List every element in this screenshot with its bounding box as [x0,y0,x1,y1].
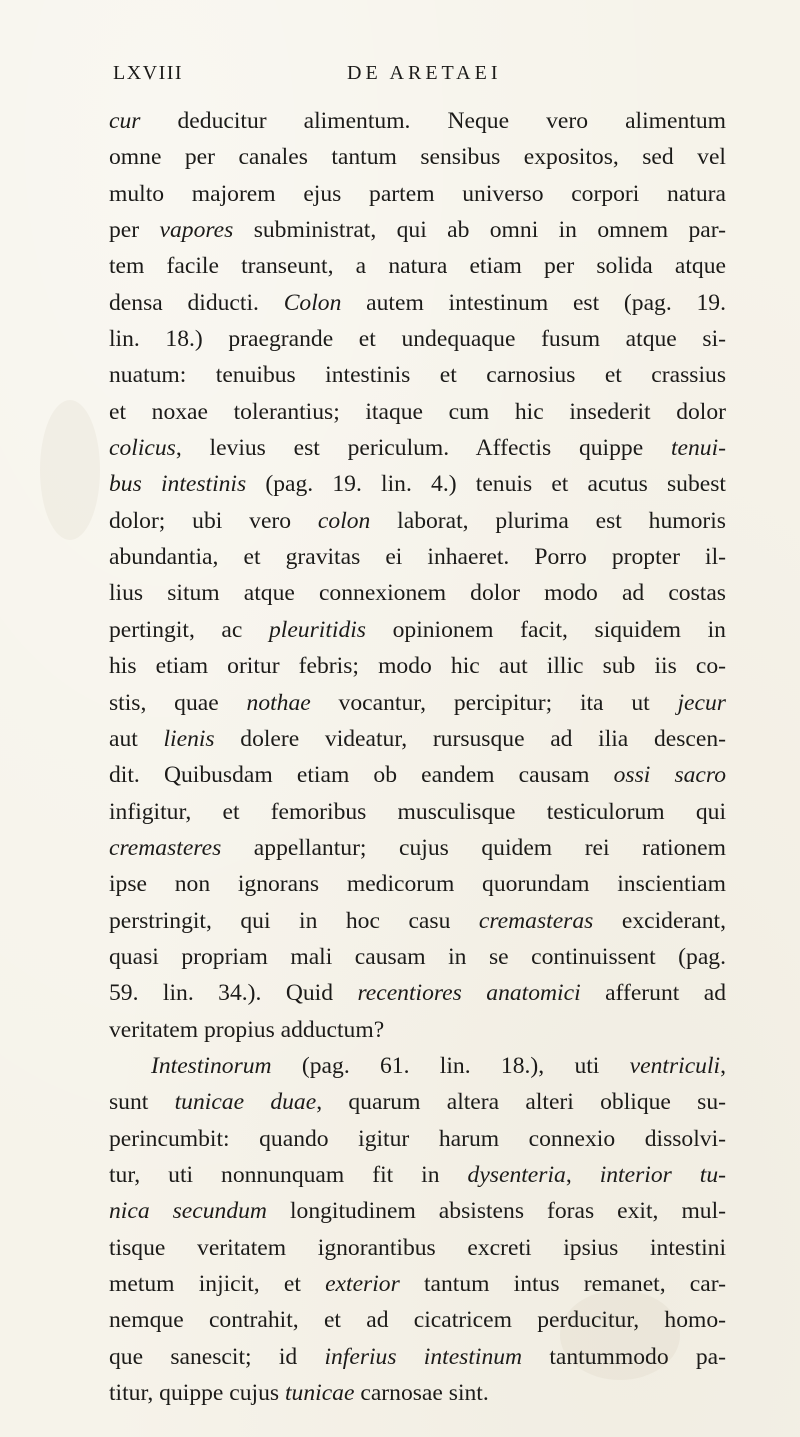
text-line: pertingit, ac pleuritidis opinionem facit, siquidem in [109,616,726,643]
text-line: cur deducitur alimentum. Neque vero alimentum [109,108,726,134]
text-line: nica secundum longitudinem absistens foras exit, mul- [109,1198,727,1225]
text-line: multo majorem ejus partem universo corpori natura [109,180,726,207]
text-line: infigitur, et femoribus musculisque testiculorum qui [109,798,726,825]
text-line: nemque contrahit, et ad cicatricem perducitur, homo- [109,1307,726,1334]
text-line: que sanescit; id inferius intestinum tantummodo pa- [109,1343,727,1370]
text-line: cremasteres appellantur; cujus quidem rei rationem [109,834,726,861]
text-line: per vapores subministrat, qui ab omni in omnem par- [109,217,726,244]
text-line: quasi propriam mali causam in se continuissent (pag. [109,943,726,970]
text-line: his etiam oritur febris; modo hic aut illic sub iis co- [109,653,726,680]
text-line: stis, quae nothae vocantur, percipitur; ita ut jecur [109,689,726,716]
page-number: LXVIII [113,62,184,84]
running-header [113,62,713,92]
text-line: abundantia, et gravitas ei inhaeret. Porro propter il- [109,544,726,571]
text-line: sunt tunicae duae, quarum altera alteri oblique su- [109,1089,726,1116]
text-line: densa diducti. Colon autem intestinum est (pag. 19. [109,289,726,316]
text-line: 59. lin. 34.). Quid recentiores anatomici afferunt ad [109,980,727,1007]
text-line: dolor; ubi vero colon laborat, plurima est humoris [109,507,726,534]
text-line: dit. Quibusdam etiam ob eandem causam ossi sacro [109,762,727,789]
text-line: titur, quippe cujus tunicae carnosae sint. [109,1380,489,1407]
text-line: tem facile transeunt, a natura etiam per solida atque [109,253,726,280]
text-line: veritatem propius adductum? [109,1016,385,1043]
text-line: lin. 18.) praegrande et undequaque fusum atque si- [109,326,726,353]
text-line: colicus, levius est periculum. Affectis quippe tenui- [109,435,726,462]
body-text [109,103,726,1411]
text-line: ipse non ignorans medicorum quorundam inscientiam [109,871,726,898]
text-line: tur, uti nonnunquam fit in dysenteria, interior tu- [109,1161,726,1188]
text-line: perincumbit: quando igitur harum connexio dissolvi- [109,1125,726,1152]
text-line: omne per canales tantum sensibus expositos, sed vel [109,144,726,171]
text-line: aut lienis dolere videatur, rursusque ad ilia descen- [109,725,726,752]
paper-stain [40,400,100,540]
text-line: et noxae tolerantius; itaque cum hic insederit dolor [109,398,726,425]
text-line: metum injicit, et exterior tantum intus remanet, car- [109,1271,726,1297]
text-line: lius situm atque connexionem dolor modo ad costas [109,580,726,607]
running-title: DE ARETAEI [347,62,502,84]
text-line: Intestinorum (pag. 61. lin. 18.), uti ventriculi, [151,1052,726,1079]
text-line: bus intestinis (pag. 19. lin. 4.) tenuis et acutus subest [109,471,726,498]
text-line: tisque veritatem ignorantibus excreti ipsius intestini [109,1234,726,1261]
text-line: nuatum: tenuibus intestinis et carnosius et crassius [109,362,726,389]
text-line: perstringit, qui in hoc casu cremasteras exciderant, [109,907,727,934]
